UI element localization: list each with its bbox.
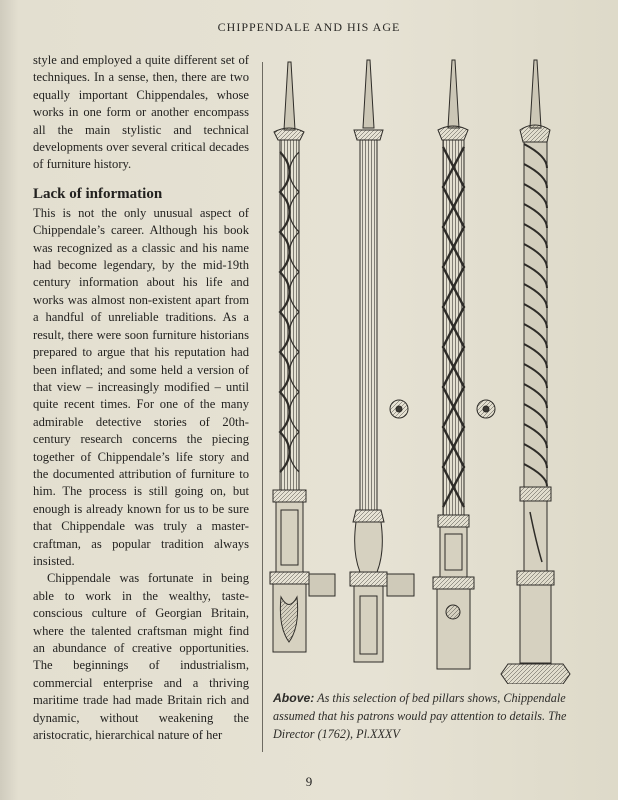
section-heading: Lack of information [33,185,163,202]
pillar-3 [433,60,474,669]
column-rule [262,62,263,752]
rosette-right [477,400,495,418]
pillar-1 [270,62,335,652]
pillar-4 [501,60,570,684]
intro-paragraph: style and employed a quite different set of techniques. In a sense, then, there are two equally important Chippendales, whose works in one form or another encompass all the main stylistic and technical developments over several critical decades of furniture history. [33,53,249,172]
figure-caption [273,689,573,743]
text-column [33,52,249,744]
body-paragraph-2: Chippendale was fortunate in being able to work in the wealthy, taste-conscious culture of Georgian Britain, where the talented craftsman might find an abundance of creative opportunities. The beginnings of industrialism, commercial enterprise and a thriving maritime trade had made Britain rich and dynamic, without weakening the aristocratic, hierarchical nature of her [33,571,249,743]
running-head: CHIPPENDALE AND HIS AGE [217,20,401,34]
rosette-left [390,400,408,418]
bed-pillars-engraving [268,52,588,684]
pillar-2 [350,60,414,662]
caption-lead: Above: [273,691,315,705]
caption-text: As this selection of bed pillars shows, Chippendale assumed that his patrons would pay attention to details. The Director (1762), Pl.XXXV [273,691,567,741]
body-paragraph-1: This is not the only unusual aspect of Chippendale’s career. Although his book was recognized as a classic and his name had become legendary, by the mid-19th century information about his life and works was almost non-existent apart from a handful of unreliable traditions. As a result, there were soon furniture historians prepared to argue that his reputation had been inflated; and some held a version of that view – increasingly modified – until quite recent times. For one of the many admirable detective stories of 20th-century research concerns the piecing together of Chippendale’s life story and the documented attribution of furniture to him. The process is still going on, but enough is already known for us to be sure that Chippendale was truly a master-craftman, as popular tradition always insisted. [33,205,249,568]
page-number: 9 [305,774,313,789]
